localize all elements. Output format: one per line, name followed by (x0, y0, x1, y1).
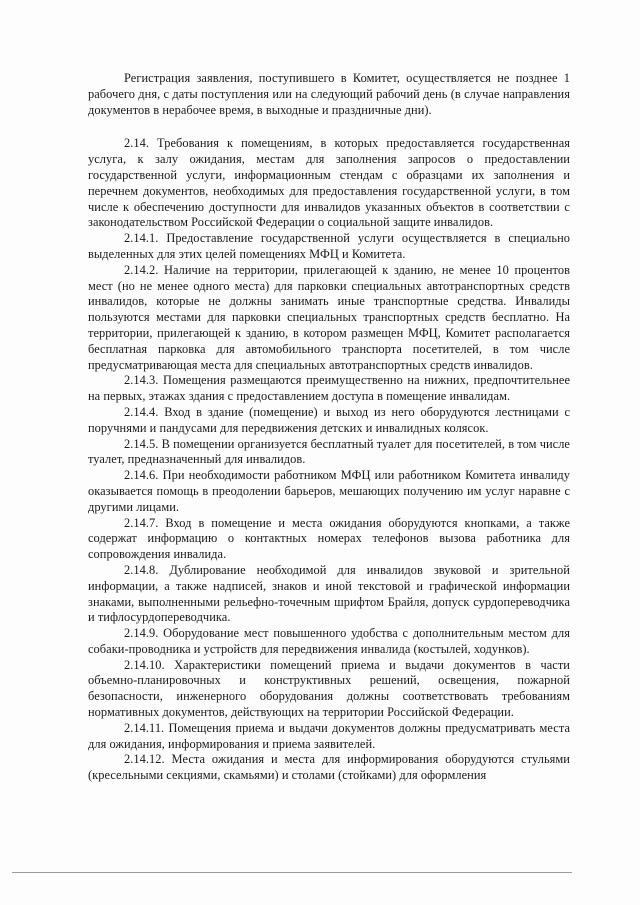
document-body (88, 71, 570, 784)
paragraph-2-14-8: 2.14.8. Дублирование необходимой для инвалидов звуковой и зрительной информации, а также надписей, знаков и иной текстовой и графической информации знаками, выполненными рельефно-точечным шрифтом Брайля, допуск сурдопереводчика и тифлосурдопереводчика. (88, 562, 570, 625)
paragraph-2-14-6: 2.14.6. При необходимости работником МФЦ или работником Комитета инвалиду оказывается помощь в преодолении барьеров, мешающих получению им услуг наравне с другими лицами. (88, 468, 570, 514)
paragraph-2-14-5: 2.14.5. В помещении организуется бесплатный туалет для посетителей, в том числе туалет, предназначенный для инвалидов. (88, 436, 570, 467)
paragraph-2-14-1: 2.14.1. Предоставление государственной услуги осуществляется в специально выделенных для этих целей помещениях МФЦ и Комитета. (88, 231, 570, 261)
scan-bottom-line (12, 872, 572, 873)
paragraph-2-14-3: 2.14.3. Помещения размещаются преимущественно на нижних, предпочтительнее на первых, этажах здания с предоставлением доступа в помещение инвалидам. (88, 373, 570, 404)
paragraph-2-14-9: 2.14.9. Оборудование мест повышенного удобства с дополнительным местом для собаки-проводника и устройств для передвижения инвалида (костылей, ходунков). (88, 626, 570, 656)
paragraph-2-14-2: 2.14.2. Наличие на территории, прилегающей к зданию, не менее 10 процентов мест (но не менее одного места) для парковки специальных автотранспортных средств инвалидов, которые не должны занимать иные транспортные средства. Инвалиды пользуются местами для парковки специальных транспортных средств бесплатно. На территории, прилегающей к зданию, в котором размещен МФЦ, Комитет располагается бесплатная парковка для автомобильного транспорта посетителей, в том числе предусматривающая места для специальных автотранспортных средств инвалидов. (88, 262, 570, 372)
paragraph-registration: Регистрация заявления, поступившего в Комитет, осуществляется не позднее 1 рабочего дня, с даты поступления или на следующий рабочий день (в случае направления документов в нерабочее время, в выходные и праздничные дни). (88, 71, 570, 117)
paragraph-2-14-11: 2.14.11. Помещения приема и выдачи документов должны предусматривать места для ожидания, информирования и приема заявителей. (88, 720, 570, 751)
paragraph-2-14-10: 2.14.10. Характеристики помещений приема и выдачи документов в части объемно-планировочных и конструктивных решений, освещения, пожарной безопасности, инженерного оборудования должны соответствовать требованиям нормативных документов, действующих на территории Российской Федерации. (88, 657, 570, 720)
paragraph-2-14: 2.14. Требования к помещениям, в которых предоставляется государственная услуга, к залу ожидания, местам для заполнения запросов о предоставлении государственной услуги, информационным стендам с образцами их заполнения и перечнем документов, необходимых для предоставления государственной услуги, в том числе к обеспечению доступности для инвалидов указанных объектов в соответствии с законодательством Российской Федерации о социальной защите инвалидов. (88, 136, 570, 230)
paragraph-2-14-4: 2.14.4. Вход в здание (помещение) и выход из него оборудуются лестницами с поручнями и пандусами для передвижения детских и инвалидных колясок. (88, 404, 570, 435)
paragraph-2-14-7: 2.14.7. Вход в помещение и места ожидания оборудуются кнопками, а также содержат информацию о контактных номерах телефонов вызова работника для сопровождения инвалида. (88, 515, 570, 562)
paragraph-2-14-12: 2.14.12. Места ожидания и места для информирования оборудуются стульями (кресельными секциями, скамьями) и столами (стойками) для оформления (88, 752, 570, 783)
paragraph-gap (88, 118, 570, 136)
